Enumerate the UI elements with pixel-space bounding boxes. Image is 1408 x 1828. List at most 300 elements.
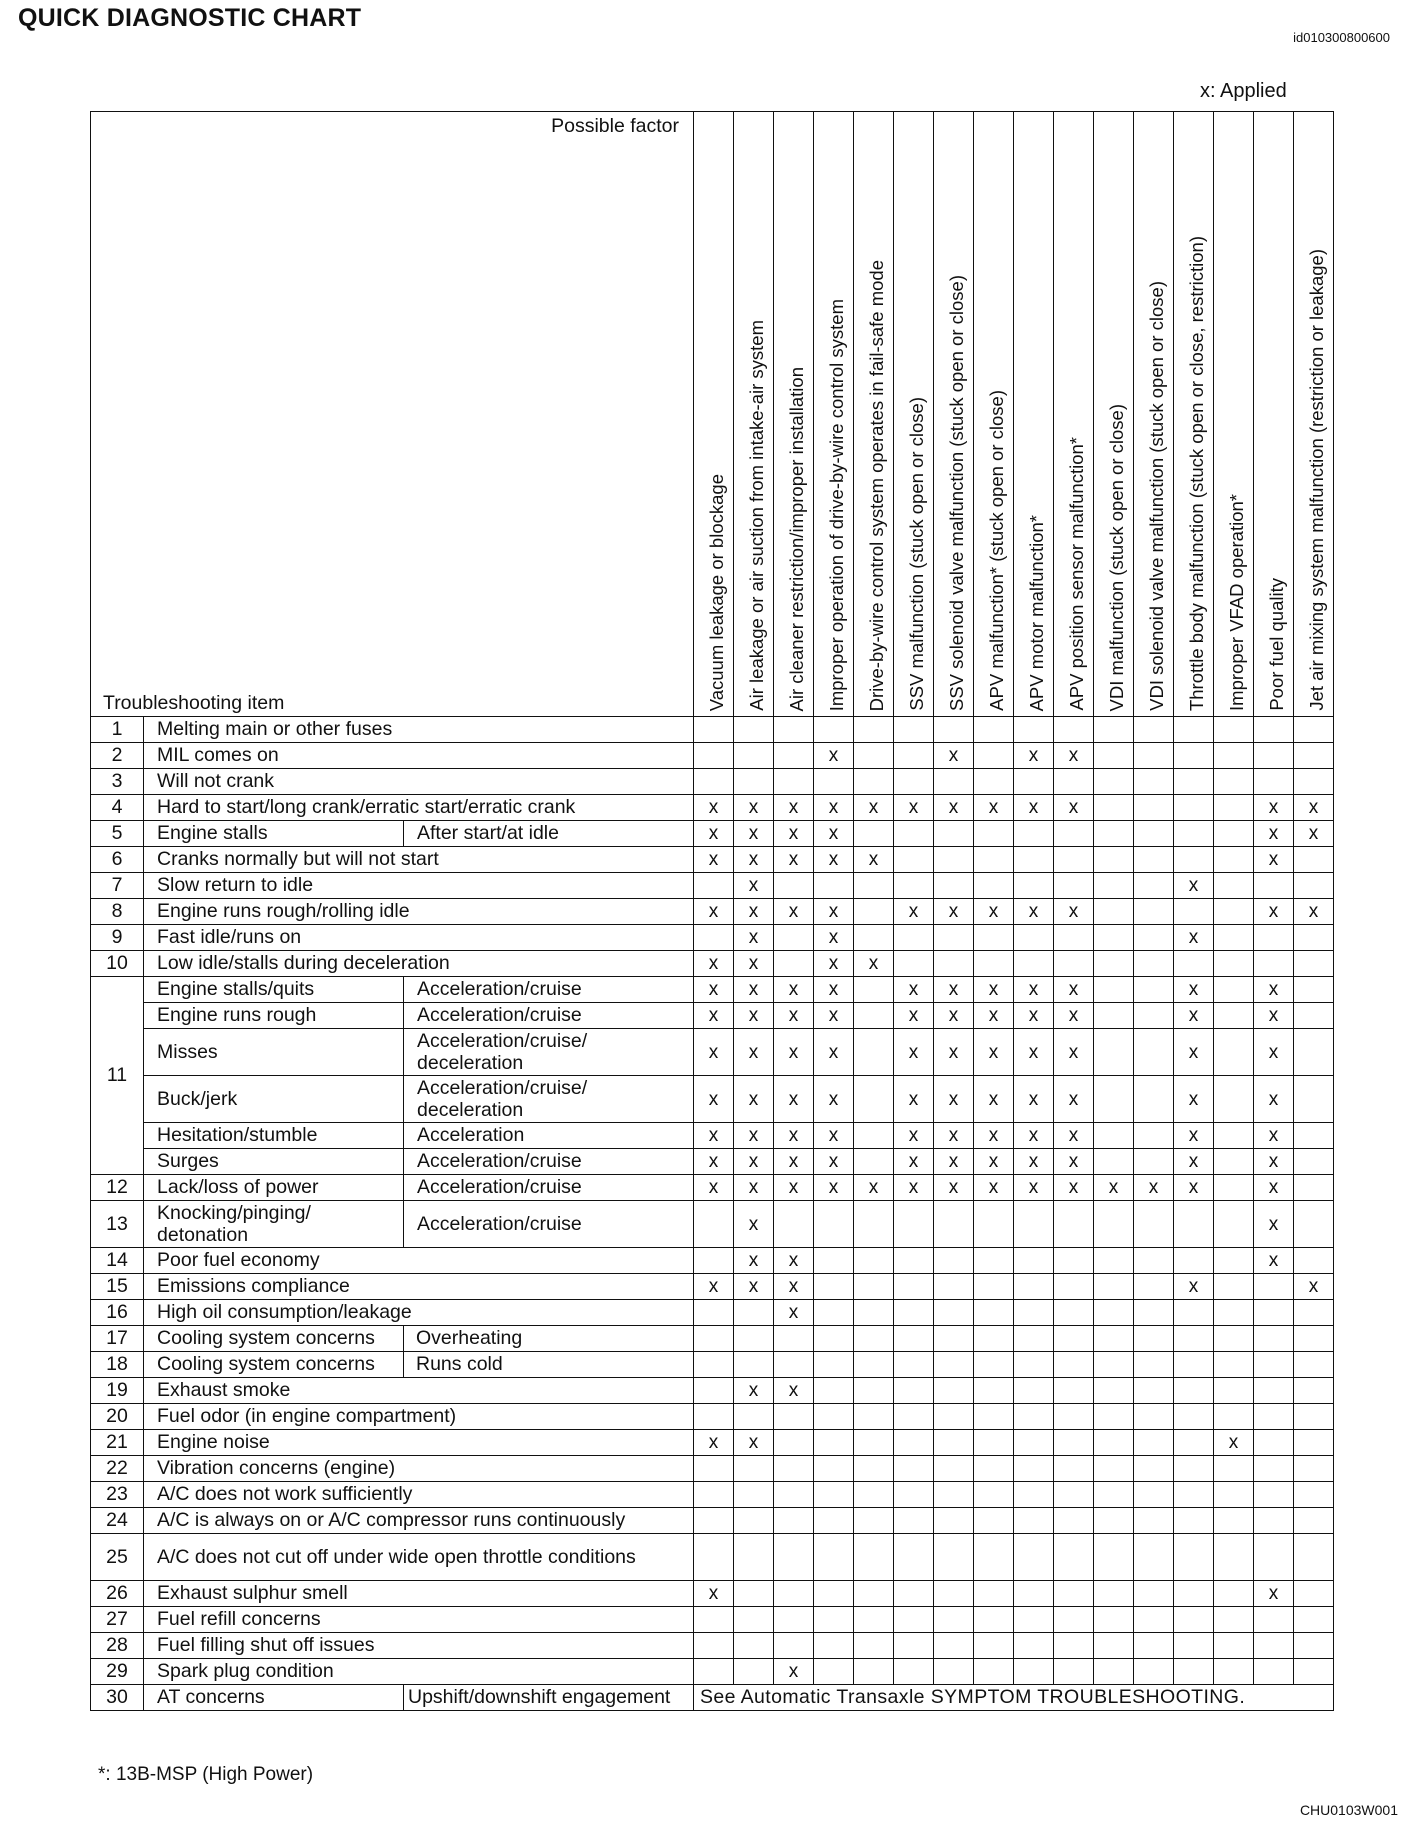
- row-number: 11: [91, 977, 144, 1175]
- factor-cell: [1134, 1508, 1174, 1534]
- factor-cell: [974, 1404, 1014, 1430]
- factor-cell: [774, 925, 814, 951]
- factor-cell: [1214, 1029, 1254, 1076]
- factor-cell: [774, 873, 814, 899]
- factor-cell: [1094, 925, 1134, 951]
- symptom-cell: Misses: [144, 1029, 404, 1076]
- factor-cell: [1094, 1149, 1134, 1175]
- applied-mark: x: [814, 1029, 854, 1076]
- symptom-cell: Cooling system concerns: [144, 1352, 404, 1378]
- row-number: 16: [91, 1300, 144, 1326]
- factor-label: Jet air mixing system malfunction (restriction or leakage): [1306, 249, 1328, 711]
- row-number: 26: [91, 1581, 144, 1607]
- factor-cell: [1294, 847, 1334, 873]
- factor-cell: [1054, 1352, 1094, 1378]
- factor-cell: [734, 1404, 774, 1430]
- factor-cell: [1174, 1430, 1214, 1456]
- factor-cell: [934, 1300, 974, 1326]
- factor-cell: [1214, 717, 1254, 743]
- row-number: 15: [91, 1274, 144, 1300]
- factor-cell: [854, 1508, 894, 1534]
- diagnostic-table: [90, 111, 1334, 1711]
- factor-cell: [774, 1508, 814, 1534]
- row-number: 23: [91, 1482, 144, 1508]
- applied-mark: x: [734, 1149, 774, 1175]
- factor-cell: [814, 1456, 854, 1482]
- symptom-cell: Fast idle/runs on: [144, 925, 694, 951]
- factor-cell: [1014, 1326, 1054, 1352]
- applied-mark: x: [894, 795, 934, 821]
- applied-mark: x: [774, 1659, 814, 1685]
- factor-cell: [1174, 1534, 1214, 1581]
- row-number: 21: [91, 1430, 144, 1456]
- factor-cell: [974, 1300, 1014, 1326]
- symptom-cell: Engine runs rough/rolling idle: [144, 899, 694, 925]
- symptom-cell: MIL comes on: [144, 743, 694, 769]
- factor-cell: [854, 1029, 894, 1076]
- applied-mark: x: [774, 1076, 814, 1123]
- factor-cell: [1054, 1326, 1094, 1352]
- factor-cell: [1134, 1352, 1174, 1378]
- factor-cell: [1174, 1248, 1214, 1274]
- row-number: 5: [91, 821, 144, 847]
- table-row: [91, 977, 1334, 1003]
- factor-cell: [1294, 873, 1334, 899]
- applied-mark: x: [774, 899, 814, 925]
- factor-cell: [894, 1581, 934, 1607]
- factor-cell: [1014, 1378, 1054, 1404]
- row-number: 9: [91, 925, 144, 951]
- applied-mark: x: [1254, 1029, 1294, 1076]
- factor-cell: [1214, 1456, 1254, 1482]
- applied-mark: x: [934, 1076, 974, 1123]
- factor-cell: [814, 873, 854, 899]
- factor-cell: [974, 1508, 1014, 1534]
- factor-cell: [1134, 1300, 1174, 1326]
- factor-cell: [974, 1201, 1014, 1248]
- factor-cell: [854, 1300, 894, 1326]
- factor-cell: [1294, 1508, 1334, 1534]
- factor-cell: [1094, 1482, 1134, 1508]
- factor-cell: [814, 769, 854, 795]
- factor-cell: [1014, 1581, 1054, 1607]
- applied-mark: x: [694, 1149, 734, 1175]
- factor-cell: [1134, 1607, 1174, 1633]
- factor-cell: [1174, 795, 1214, 821]
- factor-cell: [694, 1482, 734, 1508]
- factor-cell: [1254, 873, 1294, 899]
- document-id: id010300800600: [1293, 30, 1390, 45]
- factor-cell: [1214, 873, 1254, 899]
- factor-cell: [1134, 795, 1174, 821]
- factor-cell: [934, 1456, 974, 1482]
- factor-cell: [1014, 1633, 1054, 1659]
- applied-mark: x: [694, 951, 734, 977]
- applied-mark: x: [894, 1003, 934, 1029]
- factor-cell: [894, 1274, 934, 1300]
- factor-cell: [894, 1300, 934, 1326]
- factor-cell: [694, 1300, 734, 1326]
- factor-cell: [974, 1430, 1014, 1456]
- factor-cell: [1254, 925, 1294, 951]
- factor-header-7: [934, 112, 974, 717]
- applied-mark: x: [694, 1274, 734, 1300]
- factor-cell: [1294, 1300, 1334, 1326]
- applied-mark: x: [694, 1175, 734, 1201]
- factor-cell: [1254, 1633, 1294, 1659]
- factor-cell: [1174, 847, 1214, 873]
- factor-cell: [974, 925, 1014, 951]
- applied-mark: x: [694, 899, 734, 925]
- factor-cell: [774, 1404, 814, 1430]
- factor-cell: [814, 1607, 854, 1633]
- factor-cell: [1094, 1029, 1134, 1076]
- row-number: 4: [91, 795, 144, 821]
- factor-cell: [1134, 951, 1174, 977]
- symptom-cell: A/C does not work sufficiently: [144, 1482, 694, 1508]
- factor-label: VDI malfunction (stuck open or close): [1106, 403, 1128, 711]
- factor-cell: [1214, 1248, 1254, 1274]
- applied-mark: x: [934, 1029, 974, 1076]
- factor-cell: [1214, 1659, 1254, 1685]
- factor-cell: [854, 717, 894, 743]
- factor-cell: [894, 743, 934, 769]
- factor-cell: [1094, 1633, 1134, 1659]
- factor-cell: [1054, 1430, 1094, 1456]
- factor-cell: [734, 1482, 774, 1508]
- factor-cell: [1214, 1581, 1254, 1607]
- factor-cell: [694, 1201, 734, 1248]
- factor-cell: [974, 873, 1014, 899]
- applied-mark: x: [974, 1123, 1014, 1149]
- factor-header-16: [1294, 112, 1334, 717]
- applied-mark: x: [974, 1029, 1014, 1076]
- factor-cell: [854, 873, 894, 899]
- applied-mark: x: [1014, 1123, 1054, 1149]
- factor-cell: [894, 1633, 934, 1659]
- factor-cell: [1294, 1378, 1334, 1404]
- applied-mark: x: [1054, 1003, 1094, 1029]
- factor-cell: [1214, 1607, 1254, 1633]
- applied-mark: x: [894, 977, 934, 1003]
- factor-cell: [1054, 1300, 1094, 1326]
- symptom-cell: Low idle/stalls during deceleration: [144, 951, 694, 977]
- table-row: [91, 769, 1334, 795]
- row-number: 17: [91, 1326, 144, 1352]
- applied-mark: x: [1054, 1076, 1094, 1123]
- factor-cell: [854, 899, 894, 925]
- symptom-cell: Fuel filling shut off issues: [144, 1633, 694, 1659]
- factor-cell: [1214, 1003, 1254, 1029]
- applied-mark: x: [1254, 1201, 1294, 1248]
- applied-mark: x: [894, 1076, 934, 1123]
- factor-label: Improper operation of drive-by-wire control system: [826, 298, 848, 711]
- applied-mark: x: [734, 1430, 774, 1456]
- factor-header-1: [694, 112, 734, 717]
- factor-cell: [974, 1534, 1014, 1581]
- factor-cell: [974, 1274, 1014, 1300]
- factor-cell: [1214, 1274, 1254, 1300]
- factor-cell: [934, 769, 974, 795]
- symptom-cell: AT concerns: [144, 1685, 404, 1711]
- factor-header-13: [1174, 112, 1214, 717]
- factor-cell: [894, 1201, 934, 1248]
- factor-cell: [1054, 873, 1094, 899]
- factor-cell: [1214, 1378, 1254, 1404]
- applied-mark: x: [814, 1076, 854, 1123]
- factor-label: VDI solenoid valve malfunction (stuck open or close): [1146, 281, 1168, 711]
- row-number: 8: [91, 899, 144, 925]
- factor-cell: [854, 1352, 894, 1378]
- factor-cell: [1174, 1482, 1214, 1508]
- factor-cell: [854, 1123, 894, 1149]
- factor-cell: [854, 769, 894, 795]
- table-row: [91, 795, 1334, 821]
- factor-cell: [1214, 1352, 1254, 1378]
- applied-mark: x: [1014, 795, 1054, 821]
- factor-cell: [934, 1201, 974, 1248]
- factor-cell: [1294, 1248, 1334, 1274]
- factor-cell: [734, 717, 774, 743]
- factor-cell: [694, 743, 734, 769]
- factor-cell: [1094, 795, 1134, 821]
- symptom-cell: Spark plug condition: [144, 1659, 694, 1685]
- factor-cell: [1094, 1430, 1134, 1456]
- applied-mark: x: [734, 1003, 774, 1029]
- factor-cell: [1094, 769, 1134, 795]
- table-row: [91, 1248, 1334, 1274]
- factor-cell: [1174, 1659, 1214, 1685]
- applied-mark: x: [1014, 1003, 1054, 1029]
- factor-cell: [774, 769, 814, 795]
- applied-mark: x: [974, 1003, 1014, 1029]
- factor-cell: [1174, 1378, 1214, 1404]
- applied-mark: x: [974, 977, 1014, 1003]
- factor-cell: [1214, 795, 1254, 821]
- factor-cell: [934, 925, 974, 951]
- row-number: 22: [91, 1456, 144, 1482]
- applied-mark: x: [814, 1175, 854, 1201]
- symptom-cell: Exhaust sulphur smell: [144, 1581, 694, 1607]
- applied-mark: x: [734, 1175, 774, 1201]
- factor-cell: [854, 1378, 894, 1404]
- factor-cell: [814, 1659, 854, 1685]
- factor-cell: [1294, 1029, 1334, 1076]
- factor-cell: [774, 717, 814, 743]
- factor-cell: [934, 1326, 974, 1352]
- factor-cell: [1094, 1076, 1134, 1123]
- factor-cell: [1014, 1352, 1054, 1378]
- table-row: [91, 1003, 1334, 1029]
- factor-cell: [734, 1326, 774, 1352]
- factor-cell: [1094, 1201, 1134, 1248]
- factor-cell: [934, 1581, 974, 1607]
- factor-label: SSV malfunction (stuck open or close): [906, 397, 928, 711]
- factor-cell: [974, 1607, 1014, 1633]
- applied-mark: x: [1054, 1029, 1094, 1076]
- factor-cell: [854, 1076, 894, 1123]
- possible-factor-label: Possible factor: [551, 115, 680, 137]
- applied-mark: x: [1254, 1248, 1294, 1274]
- symptom-cell: Fuel refill concerns: [144, 1607, 694, 1633]
- applied-mark: x: [1014, 743, 1054, 769]
- factor-cell: [1014, 1404, 1054, 1430]
- condition-cell: Acceleration/cruise: [404, 977, 694, 1003]
- factor-cell: [1214, 821, 1254, 847]
- symptom-cell: A/C is always on or A/C compressor runs continuously: [144, 1508, 694, 1534]
- applied-mark: x: [934, 899, 974, 925]
- table-row: [91, 1685, 1334, 1711]
- applied-mark: x: [894, 1149, 934, 1175]
- symptom-cell: Hesitation/stumble: [144, 1123, 404, 1149]
- factor-cell: [1094, 1456, 1134, 1482]
- table-row: [91, 1456, 1334, 1482]
- factor-cell: [734, 1607, 774, 1633]
- factor-cell: [974, 1378, 1014, 1404]
- factor-cell: [734, 1659, 774, 1685]
- legend: x: Applied: [1200, 80, 1287, 102]
- factor-cell: [1014, 847, 1054, 873]
- applied-mark: x: [934, 1175, 974, 1201]
- factor-cell: [734, 1456, 774, 1482]
- symptom-cell: A/C does not cut off under wide open throttle conditions: [144, 1534, 694, 1581]
- factor-cell: [974, 951, 1014, 977]
- note-cell: See Automatic Transaxle SYMPTOM TROUBLESHOOTING.: [694, 1685, 1334, 1711]
- factor-header-8: [974, 112, 1014, 717]
- factor-cell: [814, 1300, 854, 1326]
- condition-cell: Overheating: [404, 1326, 694, 1352]
- applied-mark: x: [774, 1175, 814, 1201]
- factor-cell: [814, 1633, 854, 1659]
- condition-cell: Acceleration: [404, 1123, 694, 1149]
- factor-cell: [1294, 717, 1334, 743]
- applied-mark: x: [694, 795, 734, 821]
- applied-mark: x: [854, 951, 894, 977]
- factor-cell: [814, 1482, 854, 1508]
- applied-mark: x: [1014, 1149, 1054, 1175]
- factor-cell: [854, 821, 894, 847]
- table-row: [91, 899, 1334, 925]
- factor-cell: [774, 743, 814, 769]
- row-number: 7: [91, 873, 144, 899]
- factor-cell: [694, 1352, 734, 1378]
- applied-mark: x: [1134, 1175, 1174, 1201]
- factor-cell: [1294, 1003, 1334, 1029]
- applied-mark: x: [734, 873, 774, 899]
- factor-label: Improper VFAD operation*: [1226, 494, 1248, 711]
- factor-cell: [1294, 1149, 1334, 1175]
- factor-cell: [1294, 1456, 1334, 1482]
- applied-mark: x: [694, 1123, 734, 1149]
- factor-cell: [814, 1326, 854, 1352]
- factor-cell: [894, 1534, 934, 1581]
- factor-cell: [894, 873, 934, 899]
- factor-cell: [1174, 1581, 1214, 1607]
- factor-cell: [1134, 1378, 1174, 1404]
- applied-mark: x: [1174, 1076, 1214, 1123]
- applied-mark: x: [1294, 1274, 1334, 1300]
- table-row: [91, 1659, 1334, 1685]
- factor-cell: [934, 847, 974, 873]
- row-number: 13: [91, 1201, 144, 1248]
- factor-cell: [1094, 1248, 1134, 1274]
- applied-mark: x: [894, 899, 934, 925]
- symptom-cell: Will not crank: [144, 769, 694, 795]
- factor-cell: [894, 1508, 934, 1534]
- factor-header-14: [1214, 112, 1254, 717]
- row-number: 20: [91, 1404, 144, 1430]
- factor-cell: [814, 1378, 854, 1404]
- factor-cell: [1214, 1482, 1254, 1508]
- factor-cell: [1174, 1456, 1214, 1482]
- factor-cell: [1214, 1508, 1254, 1534]
- factor-cell: [694, 769, 734, 795]
- factor-cell: [1294, 769, 1334, 795]
- factor-cell: [814, 1201, 854, 1248]
- factor-cell: [1294, 1201, 1334, 1248]
- factor-cell: [1094, 821, 1134, 847]
- factor-cell: [1294, 1123, 1334, 1149]
- factor-cell: [1134, 1274, 1174, 1300]
- factor-cell: [774, 1201, 814, 1248]
- condition-cell: Acceleration/cruise/ deceleration: [404, 1029, 694, 1076]
- factor-cell: [854, 1456, 894, 1482]
- factor-cell: [1174, 951, 1214, 977]
- factor-cell: [1134, 925, 1174, 951]
- applied-mark: x: [1254, 1003, 1294, 1029]
- factor-cell: [1294, 1482, 1334, 1508]
- factor-cell: [1134, 1659, 1174, 1685]
- factor-cell: [1134, 1326, 1174, 1352]
- troubleshooting-item-label: Troubleshooting item: [103, 692, 285, 714]
- factor-cell: [694, 1607, 734, 1633]
- factor-cell: [1174, 1352, 1214, 1378]
- factor-cell: [774, 1581, 814, 1607]
- table-row: [91, 1508, 1334, 1534]
- factor-cell: [694, 873, 734, 899]
- factor-cell: [1294, 977, 1334, 1003]
- factor-cell: [774, 1352, 814, 1378]
- applied-mark: x: [694, 1029, 734, 1076]
- factor-cell: [1134, 1076, 1174, 1123]
- factor-cell: [734, 1300, 774, 1326]
- factor-cell: [1134, 1581, 1174, 1607]
- applied-mark: x: [974, 1076, 1014, 1123]
- factor-cell: [1254, 951, 1294, 977]
- applied-mark: x: [814, 1003, 854, 1029]
- factor-cell: [694, 1248, 734, 1274]
- factor-cell: [894, 1352, 934, 1378]
- symptom-cell: Hard to start/long crank/erratic start/erratic crank: [144, 795, 694, 821]
- factor-cell: [1054, 769, 1094, 795]
- table-row: [91, 1029, 1334, 1076]
- factor-cell: [1134, 769, 1174, 795]
- factor-cell: [1134, 1123, 1174, 1149]
- applied-mark: x: [934, 1123, 974, 1149]
- factor-cell: [1014, 1508, 1054, 1534]
- factor-cell: [734, 769, 774, 795]
- factor-label: APV motor malfunction*: [1026, 514, 1048, 711]
- applied-mark: x: [774, 1378, 814, 1404]
- factor-header-10: [1054, 112, 1094, 717]
- factor-cell: [1134, 847, 1174, 873]
- symptom-cell: Exhaust smoke: [144, 1378, 694, 1404]
- factor-cell: [1254, 1326, 1294, 1352]
- row-number: 18: [91, 1352, 144, 1378]
- applied-mark: x: [774, 847, 814, 873]
- applied-mark: x: [814, 977, 854, 1003]
- applied-mark: x: [734, 1123, 774, 1149]
